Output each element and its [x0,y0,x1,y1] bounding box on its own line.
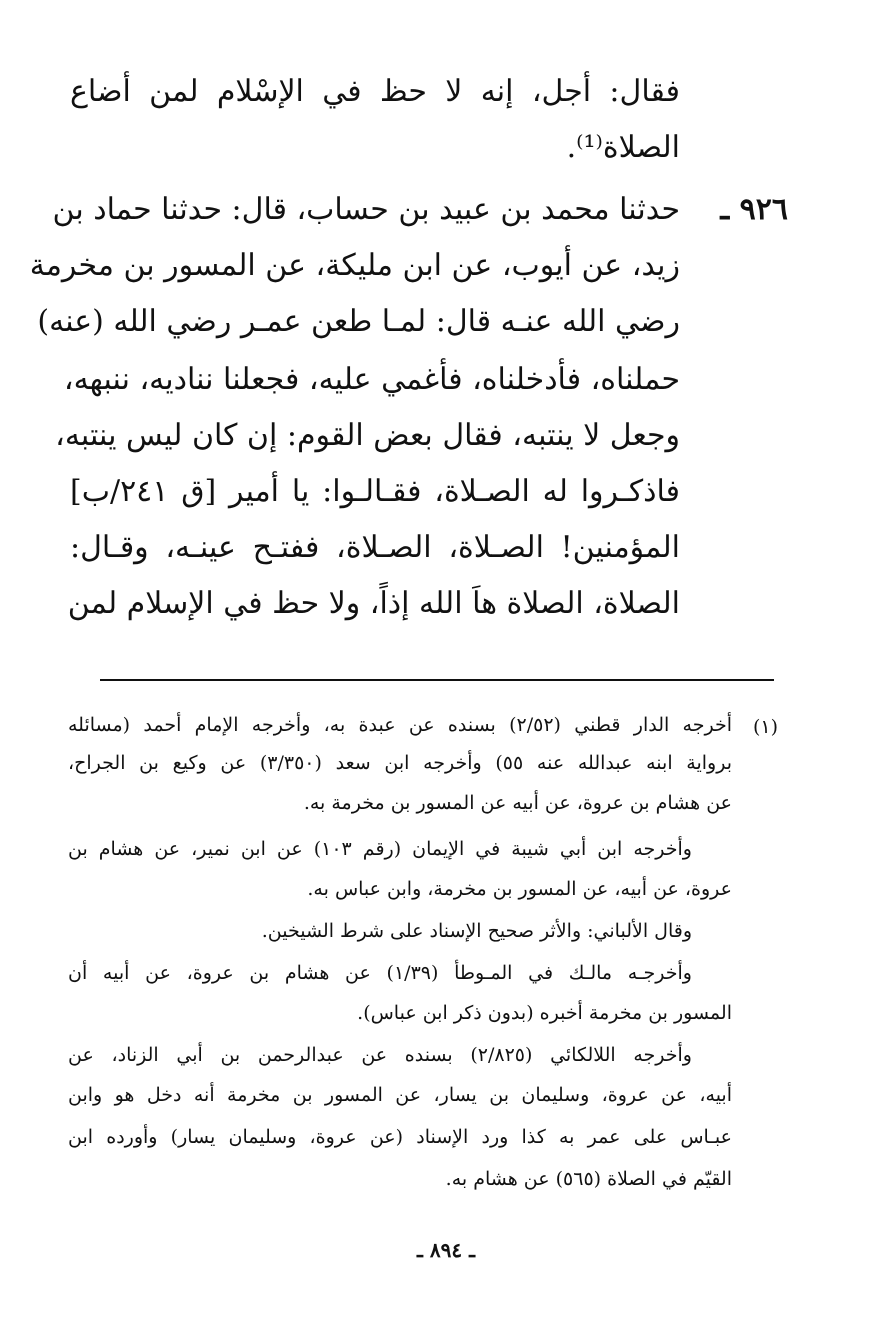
footnote-line: وأخرجه اللالكائي (٢/٨٢٥) بسنده عن عبدالرحمن بن أبي الزناد، عن [68,1044,692,1066]
hadith-number: ٩٢٦ ـ [720,192,788,227]
footnote-line: عن هشام بن عروة، عن أبيه عن المسور بن مخرمة به. [303,792,732,814]
main-text-line: الصلاة، الصلاة هاَ الله إذاً، ولا حظ في الإسلام لمن [67,586,680,621]
footnote-line: عروة، عن أبيه، عن المسور بن مخرمة، وابن عباس به. [307,878,732,900]
footnote-line: برواية ابنه عبدالله عنه ٥٥) وأخرجه ابن سعد (٣/٣٥٠) عن وكيع بن الجراح، [68,752,732,774]
main-text-line: رضي الله عنـه قال: لمـا طعن عمـر رضي الله (عنه) [37,304,680,339]
main-text-line: حدثنا محمد بن عبيد بن حساب، قال: حدثنا حماد بن [52,192,680,227]
main-text-line: فاذكـروا له الصـلاة، فقـالـوا: يا أمير [ق ٢٤١/ب] [70,474,680,509]
footnote-separator [100,679,774,681]
main-text-line: زيد، عن أيوب، عن ابن مليكة، عن المسور بن مخرمة [29,248,680,283]
footnote-line: أخرجه الدار قطني (٢/٥٢) بسنده عن عبدة به، وأخرجه الإمام أحمد (مسائله [68,714,732,736]
main-text-line: وجعل لا ينتبه، فقال بعض القوم: إن كان ليس ينتبه، [55,418,680,453]
main-text-line: الصلاة⁽¹⁾. [566,130,680,165]
footnote-line: عبـاس على عمر به كذا ورد الإسناد (عن عروة، وسليمان يسار) وأورده ابن [68,1126,732,1148]
footnote-line: المسور بن مخرمة أخبره (بدون ذكر ابن عباس). [357,1002,732,1024]
footnote-number: (١) [752,716,778,738]
footnote-line: وأخرجه ابن أبي شيبة في الإيمان (رقم ١٠٣) عن ابن نمير، عن هشام بن [68,838,692,860]
page-number: ـ ٨٩٤ ـ [417,1238,475,1262]
main-text-line: فقال: أجل، إنه لا حظ في الإسْلام لمن أضاع [70,74,680,109]
footnote-line: أبيه، عن عروة، وسليمان بن يسار، عن المسور بن مخرمة أنه دخل هو وابن [68,1084,732,1106]
footnote-line: وأخرجـه مالـك في المـوطأ (١/٣٩) عن هشام بن عروة، عن أبيه أن [68,962,692,984]
footnote-line: القيّم في الصلاة (٥٦٥) عن هشام به. [445,1168,732,1190]
footnote-line: وقال الألباني: والأثر صحيح الإسناد على شرط الشيخين. [261,920,692,942]
main-text-line: حملناه، فأدخلناه، فأغمي عليه، فجعلنا نناديه، ننبهه، [63,362,680,397]
main-text-line: المؤمنين! الصـلاة، الصـلاة، ففتـح عينـه، وقـال: [70,530,680,565]
